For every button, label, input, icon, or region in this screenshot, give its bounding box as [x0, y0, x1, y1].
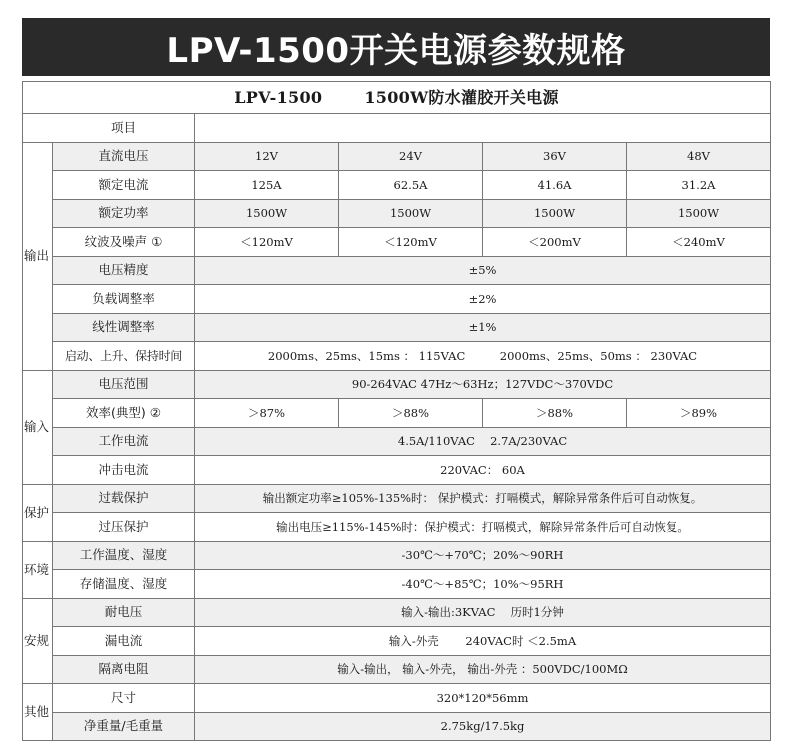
row-label: 净重量/毛重量	[53, 712, 195, 741]
subtitle-row	[23, 82, 771, 114]
table-row	[23, 427, 771, 456]
table-cell: ＜240mV	[627, 228, 771, 257]
table-cell: 1500W	[627, 199, 771, 228]
row-label: 隔离电阻	[53, 655, 195, 684]
header-label: 项目	[23, 114, 195, 143]
table-cell: 12V	[195, 142, 339, 171]
product-name: 1500W防水灌胶开关电源	[364, 87, 559, 107]
spec-table	[22, 81, 771, 741]
row-label: 额定电流	[53, 171, 195, 200]
table-row	[23, 285, 771, 314]
table-row	[23, 570, 771, 599]
table-cell: 2.75kg/17.5kg	[195, 712, 771, 741]
table-row	[23, 513, 771, 542]
row-label: 过载保护	[53, 484, 195, 513]
group-safety: 安规	[23, 598, 53, 684]
row-label: 额定功率	[53, 199, 195, 228]
table-row	[23, 655, 771, 684]
table-row	[23, 256, 771, 285]
row-label: 纹波及噪声 ①	[53, 228, 195, 257]
group-output: 输出	[23, 142, 53, 370]
table-cell: -30℃～+70℃；20%～90RH	[195, 541, 771, 570]
header-row	[23, 114, 771, 143]
row-label: 直流电压	[53, 142, 195, 171]
table-row	[23, 484, 771, 513]
table-cell: 输入-输出:3KVAC 历时1分钟	[195, 598, 771, 627]
table-cell: 125A	[195, 171, 339, 200]
model-name: LPV-1500	[234, 87, 323, 107]
row-label: 耐电压	[53, 598, 195, 627]
row-label: 工作温度、湿度	[53, 541, 195, 570]
page-title: LPV-1500开关电源参数规格	[166, 30, 626, 71]
subtitle-cell	[23, 82, 771, 114]
table-row	[23, 541, 771, 570]
table-cell: ±2%	[195, 285, 771, 314]
page-banner	[22, 18, 770, 76]
table-row	[23, 199, 771, 228]
table-row	[23, 712, 771, 741]
row-label: 负载调整率	[53, 285, 195, 314]
table-cell: 输入-外壳 240VAC时 ＜2.5mA	[195, 627, 771, 656]
row-label: 漏电流	[53, 627, 195, 656]
table-cell: 2000ms、25ms、15ms ： 115VAC 2000ms、25ms、50ms ： 230VAC	[195, 342, 771, 371]
table-cell: 62.5A	[339, 171, 483, 200]
table-row	[23, 142, 771, 171]
table-cell: 输出额定功率≥105%-135%时： 保护模式：打嗝模式，解除异常条件后可自动恢复。	[195, 484, 771, 513]
table-cell: ±5%	[195, 256, 771, 285]
table-cell: 1500W	[339, 199, 483, 228]
table-cell: ＜200mV	[483, 228, 627, 257]
table-cell: 90-264VAC 47Hz～63Hz；127VDC～370VDC	[195, 370, 771, 399]
table-row	[23, 399, 771, 428]
row-label: 过压保护	[53, 513, 195, 542]
table-cell: 31.2A	[627, 171, 771, 200]
table-cell: 24V	[339, 142, 483, 171]
table-cell: 1500W	[483, 199, 627, 228]
table-cell: ±1%	[195, 313, 771, 342]
group-protection: 保护	[23, 484, 53, 541]
table-cell: 36V	[483, 142, 627, 171]
table-cell: 320*120*56mm	[195, 684, 771, 713]
table-cell: 220VAC： 60A	[195, 456, 771, 485]
table-row	[23, 313, 771, 342]
table-cell: 48V	[627, 142, 771, 171]
table-row	[23, 627, 771, 656]
row-label: 工作电流	[53, 427, 195, 456]
table-row	[23, 171, 771, 200]
header-empty-cell	[195, 114, 771, 143]
row-label: 电压范围	[53, 370, 195, 399]
row-label: 启动、上升、保持时间	[53, 342, 195, 371]
row-label: 效率(典型) ②	[53, 399, 195, 428]
table-cell: -40℃～+85℃；10%～95RH	[195, 570, 771, 599]
row-label: 尺寸	[53, 684, 195, 713]
row-label: 存储温度、湿度	[53, 570, 195, 599]
table-row	[23, 684, 771, 713]
table-cell: 4.5A/110VAC 2.7A/230VAC	[195, 427, 771, 456]
table-row	[23, 598, 771, 627]
group-input: 输入	[23, 370, 53, 484]
row-label: 电压精度	[53, 256, 195, 285]
table-cell: 输出电压≥115%-145%时：保护模式：打嗝模式，解除异常条件后可自动恢复。	[195, 513, 771, 542]
group-other: 其他	[23, 684, 53, 741]
table-row	[23, 370, 771, 399]
table-row	[23, 342, 771, 371]
table-cell: 41.6A	[483, 171, 627, 200]
table-cell: 输入-输出， 输入-外壳， 输出-外壳 ：500VDC/100MΩ	[195, 655, 771, 684]
table-cell: ＞88%	[483, 399, 627, 428]
group-environment: 环境	[23, 541, 53, 598]
table-row	[23, 228, 771, 257]
table-cell: ＜120mV	[339, 228, 483, 257]
table-cell: 1500W	[195, 199, 339, 228]
table-cell: ＜120mV	[195, 228, 339, 257]
table-row	[23, 456, 771, 485]
row-label: 冲击电流	[53, 456, 195, 485]
table-cell: ＞87%	[195, 399, 339, 428]
table-cell: ＞89%	[627, 399, 771, 428]
table-cell: ＞88%	[339, 399, 483, 428]
row-label: 线性调整率	[53, 313, 195, 342]
